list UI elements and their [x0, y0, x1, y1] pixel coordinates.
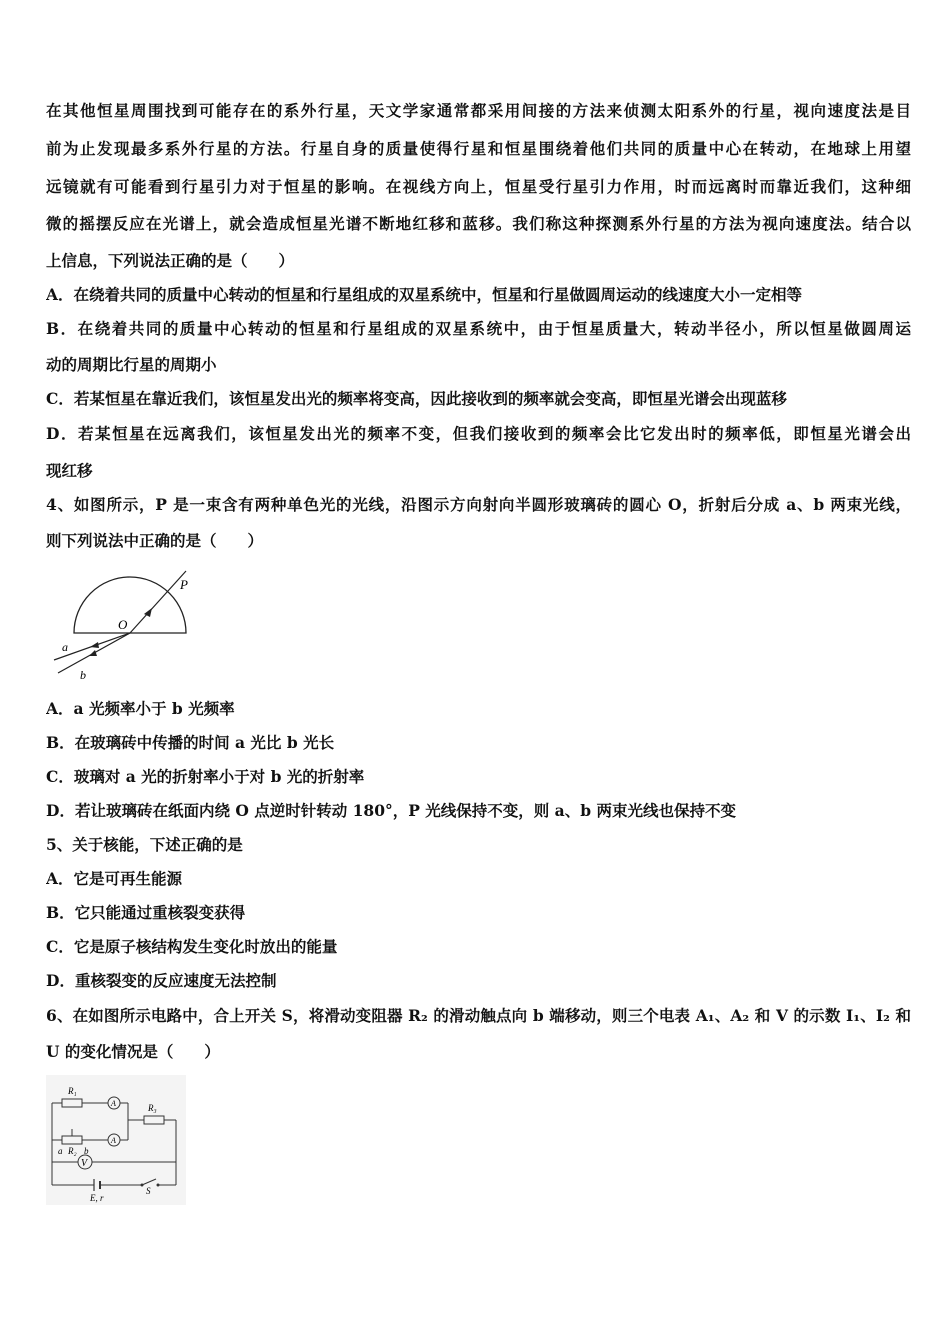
- ray-a-arrow: [90, 642, 99, 648]
- label-er: E, r: [90, 1193, 104, 1203]
- q5-stem: 5、关于核能，下述正确的是: [46, 835, 243, 854]
- ray-b-arrow: [89, 650, 97, 656]
- q3-stem-line: 远镜就有可能看到行星引力对于恒星的影响。在视线方向上，恒星受行星引力作用，时而远离时而靠近我们，这种细: [46, 177, 911, 196]
- label-a: a: [62, 640, 68, 654]
- q4-option-c: C．玻璃对 a 光的折射率小于对 b 光的折射率: [46, 767, 365, 786]
- q4-option-b: B．在玻璃砖中传播的时间 a 光比 b 光长: [46, 733, 335, 752]
- q3-option-d: D．若某恒星在远离我们，该恒星发出光的频率不变，但我们接收到的频率会比它发出时的频率低，即恒星光谱会出: [46, 424, 911, 443]
- q4-optics-figure: [46, 565, 206, 690]
- q5-option-d: D．重核裂变的反应速度无法控制: [46, 971, 277, 990]
- q6-stem-line: 6、在如图所示电路中，合上开关 S，将滑动变阻器 R₂ 的滑动触点向 b 端移动，则三个电表 A₁、A₂ 和 V 的示数 I₁、I₂ 和: [46, 1006, 911, 1025]
- q6-stem-line: U 的变化情况是（ ）: [46, 1042, 220, 1061]
- q5-option-a: A．它是可再生能源: [46, 869, 183, 888]
- q3-option-d-cont: 现红移: [46, 461, 93, 480]
- q3-stem-line: 微的摇摆反应在光谱上，就会造成恒星光谱不断地红移和蓝移。我们称这种探测系外行星的方法为视向速度法。结合以: [46, 214, 911, 233]
- q4-option-a: A．a 光频率小于 b 光频率: [46, 699, 235, 718]
- switch-pivot: [141, 1184, 144, 1187]
- label-r2: R₂: [68, 1146, 77, 1156]
- q5-option-c: C．它是原子核结构发生变化时放出的能量: [46, 937, 338, 956]
- voltmeter-label: V: [81, 1158, 88, 1169]
- q6-circuit-figure: [46, 1075, 186, 1205]
- q5-option-b: B．它只能通过重核裂变获得: [46, 903, 246, 922]
- semicircle-glass-outline: [74, 577, 186, 633]
- label-b: b: [84, 1146, 89, 1156]
- q3-option-b: B．在绕着共同的质量中心转动的恒星和行星组成的双星系统中，由于恒星质量大，转动半径小，所以恒星做圆周运: [46, 319, 911, 338]
- switch-contact: [157, 1184, 160, 1187]
- label-s: S: [146, 1186, 151, 1196]
- ammeter-a2-label: A: [111, 1136, 116, 1145]
- label-a: a: [58, 1146, 63, 1156]
- q4-option-d: D．若让玻璃砖在纸面内绕 O 点逆时针转动 180°，P 光线保持不变，则 a、b 两束光线也保持不变: [46, 801, 736, 820]
- label-p: P: [180, 577, 188, 592]
- q3-option-b-cont: 动的周期比行星的周期小: [46, 355, 217, 374]
- label-b: b: [80, 668, 86, 682]
- label-o: O: [118, 617, 128, 632]
- q4-stem-line: 则下列说法中正确的是（ ）: [46, 531, 264, 550]
- q4-stem-line: 4、如图所示，P 是一束含有两种单色光的光线，沿图示方向射向半圆形玻璃砖的圆心 O，折射后分成 a、b 两束光线，: [46, 495, 911, 514]
- label-r1: R₁: [68, 1086, 77, 1096]
- q3-stem-line: 前为止发现最多系外行星的方法。行星自身的质量使得行星和恒星围绕着他们共同的质量中心在转动，在地球上用望: [46, 139, 911, 158]
- q3-option-a: A．在绕着共同的质量中心转动的恒星和行星组成的双星系统中，恒星和行星做圆周运动的线速度大小一定相等: [46, 285, 803, 304]
- label-r3: R₃: [148, 1103, 157, 1113]
- incident-ray-p: [130, 571, 186, 633]
- q3-stem-line: 在其他恒星周围找到可能存在的系外行星，天文学家通常都采用间接的方法来侦测太阳系外的行星，视向速度法是目: [46, 101, 911, 120]
- q3-stem-line: 上信息，下列说法正确的是（ ）: [46, 251, 295, 270]
- q3-option-c: C．若某恒星在靠近我们，该恒星发出光的频率将变高，因此接收到的频率就会变高，即恒星光谱会出现蓝移: [46, 389, 787, 408]
- ammeter-a1-label: A: [111, 1099, 116, 1108]
